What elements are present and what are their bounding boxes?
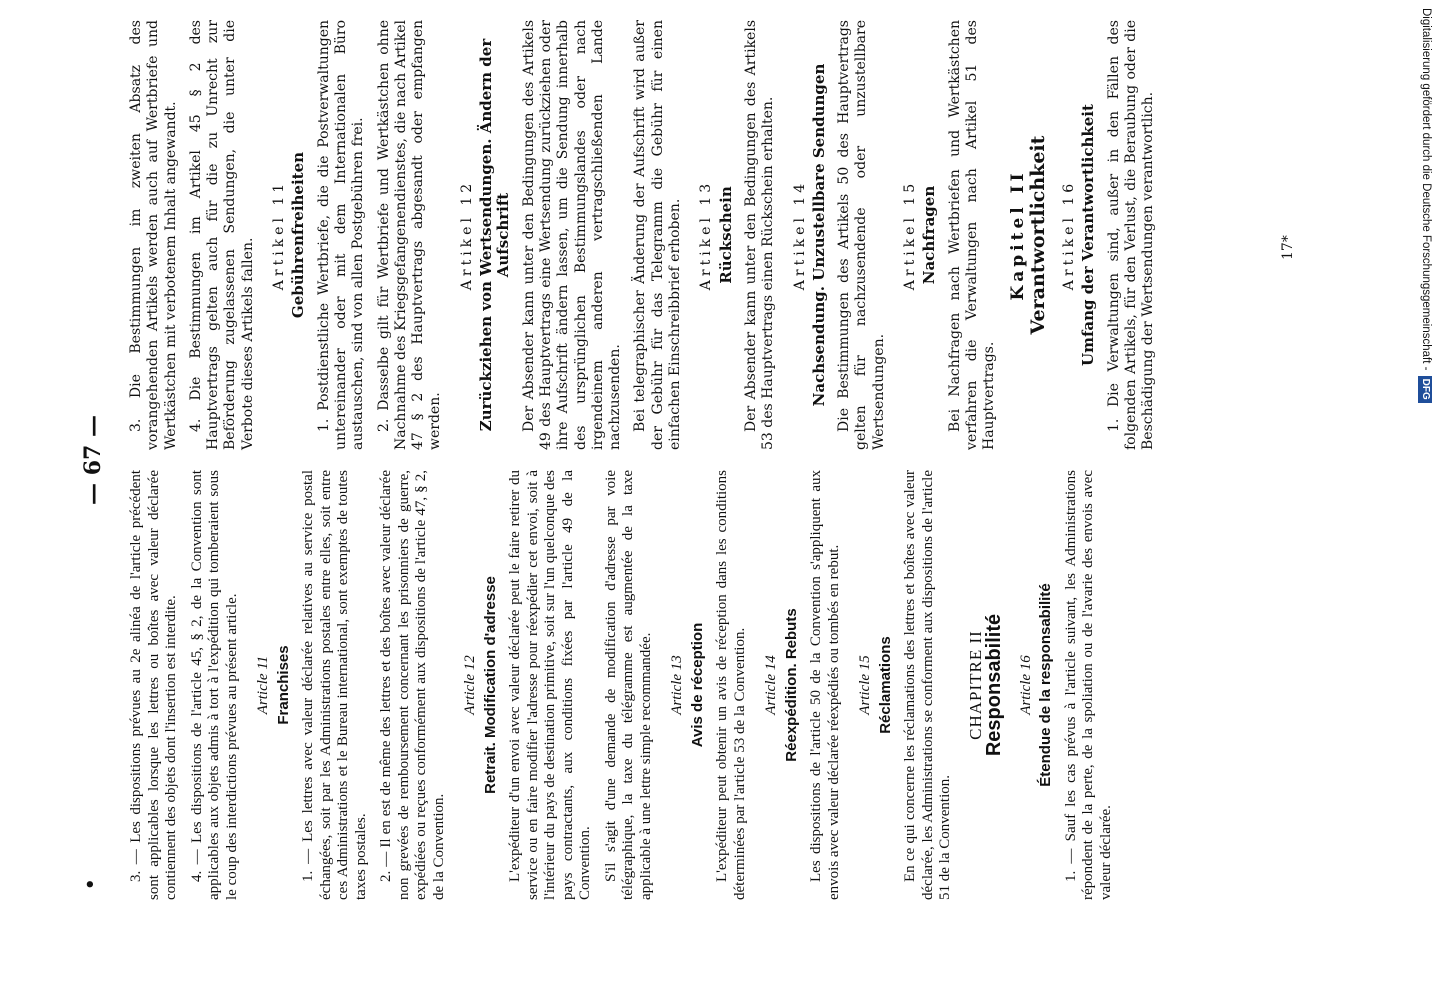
- dfg-notice: [1415, 8, 1434, 988]
- fr-article-heading: Article 11: [255, 655, 271, 715]
- de-paragraph: Der Absender kann unter den Bedingungen des Artikels 53 des Hauptvertrags einen Rückschein erhalten.: [742, 20, 777, 450]
- de-paragraph: 4. Die Bestimmungen im Artikel 45 § 2 des Hauptvertrags gelten auch für die zu Unrecht zur Beförderung zugelassenen Sendungen, die unter die Verbote dieses Artikels fallen.: [187, 20, 256, 450]
- de-chapter-title: Verantwortlichkeit: [1026, 135, 1049, 335]
- de-chapter-heading: Kapitel II: [1008, 169, 1029, 301]
- de-article-title: Nachfragen: [920, 185, 939, 285]
- fr-paragraph: L'expéditeur peut obtenir un avis de réception dans les conditions déterminées par l'article 53 de la Convention.: [714, 470, 748, 900]
- de-article-title: Umfang der Verantwortlichkeit: [1079, 104, 1098, 366]
- fr-paragraph: 1. — Sauf les cas prévus à l'article suivant, les Administrations répondent de la perte, de la spoliation ou de l'avarie des envois avec valeur déclarée.: [1062, 470, 1114, 900]
- page-number: — 67 —: [80, 415, 106, 505]
- de-paragraph: 1. Postdienstliche Wertbriefe, die die Postverwaltungen untereinander oder mit dem Internationalen Büro austauschen, sind von allen Postgebühren frei.: [315, 20, 367, 450]
- fr-paragraph: S'il s'agit d'une demande de modification d'adresse par voie télégraphique, la taxe du télégramme est augmentée de la taxe applicable à une lettre simple recommandée.: [602, 470, 654, 900]
- fr-paragraph: En ce qui concerne les réclamations des lettres et boîtes avec valeur déclarée, les Administrations se conforment aux dispositions de l'article 51 de la Convention.: [902, 470, 953, 900]
- fr-article-heading: Article 16: [1017, 655, 1034, 715]
- fr-article-title: Réexpédition. Rebuts: [782, 608, 800, 762]
- fr-article-heading: Article 15: [857, 655, 873, 715]
- de-paragraph: Bei Nachfragen nach Wertbriefen und Wertkästchen verfahren die Verwaltungen nach Artikel 51 des Hauptvertrags.: [946, 20, 998, 450]
- page-header: [80, 0, 120, 920]
- de-paragraph: Der Absender kann unter den Bedingungen des Artikels 49 des Hauptvertrags eine Wertsendung zurückziehen oder ihre Aufschrift ändern lassen, um die Sendung innerhalb des ursprünglichen Bestimmungslandes oder nach irgendeinem anderen vertragschließenden Lande nachzusenden.: [520, 20, 624, 450]
- fr-article-title: Avis de réception: [688, 622, 706, 748]
- french-column: [128, 470, 1123, 900]
- fr-chapter-title: Responsabilité: [983, 613, 1005, 757]
- fr-article-title: Franchises: [274, 645, 292, 725]
- fr-article-heading: Article 14: [763, 655, 779, 715]
- dfg-logo: DFG: [1418, 376, 1432, 403]
- dfg-notice-text: Digitalisierung gefördert durch die Deutsche Forschungsgemeinschaft -: [1420, 8, 1432, 371]
- fr-article-heading: Article 13: [669, 655, 685, 715]
- page-body: [80, 0, 1320, 920]
- fr-paragraph: 2. — Il en est de même des lettres et des boîtes avec valeur déclarée non grevées de remboursement concernant les prisonniers de guerre, expédiées ou reçues conformément aux dispositions de l'article 47, § 2, de la Convention.: [378, 470, 447, 900]
- de-article-heading: Artikel 13: [698, 179, 715, 291]
- fr-article-heading: Article 12: [462, 655, 478, 715]
- de-paragraph: 2. Dasselbe gilt für Wertbriefe und Wertkästchen ohne Nachnahme des Kriegsgefangenendienstes, die nach Artikel 47 § 2 des Hauptvertrags abgesandt oder empfangen werden.: [375, 20, 444, 450]
- de-article-title: Gebührenfreiheiten: [289, 151, 308, 319]
- fr-article-title: Retrait. Modification d'adresse: [481, 576, 499, 794]
- fr-chapter-heading: CHAPITRE II: [965, 630, 985, 740]
- german-column: [128, 20, 1166, 450]
- de-paragraph: Die Bestimmungen des Artikels 50 des Hauptvertrags gelten für nachzusendende oder unzustellbare Wertsendungen.: [836, 20, 887, 450]
- scan-dot: •: [80, 878, 101, 890]
- de-article-heading: Artikel 15: [901, 179, 918, 291]
- de-article-heading: Artikel 16: [1061, 179, 1078, 291]
- de-article-title: Nachsendung. Unzustellbare Sendungen: [809, 63, 828, 407]
- fr-paragraph: 4. — Les dispositions de l'article 45, § 2, de la Convention sont applicables aux objets admis à tort à l'expédition qui tomberaient sous le coup des interdictions prévues au présent article.: [188, 470, 240, 900]
- fr-paragraph: L'expéditeur d'un envoi avec valeur déclarée peut le faire retirer du service ou en faire modifier l'adresse pour réexpédier cet envoi, soit à l'intérieur du pays de destination primitive, soit sur l'un quelconque des pays contractants, aux conditions fixées par l'article 49 de la Convention.: [507, 470, 593, 900]
- fr-paragraph: 1. — Les lettres avec valeur déclarée relatives au service postal échangées, soit par les Administrations postales entre elles, soit entre ces Administrations et le Bureau international, sont exemptes de toutes taxes postales.: [300, 470, 369, 900]
- de-paragraph: 3. Die Bestimmungen im zweiten Absatz des vorangehenden Artikels werden auch auf Wertbriefe und Wertkästchen mit verbotenem Inhalt angewandt.: [128, 20, 179, 450]
- de-paragraph: Bei telegraphischer Änderung der Aufschrift wird außer der Gebühr für das Telegramm die Gebühr für einen einfachen Einschreibbrief erhoben.: [632, 20, 684, 450]
- fr-article-title: Étendue de la responsabilité: [1037, 583, 1054, 787]
- de-article-heading: Artikel 14: [791, 179, 808, 291]
- de-paragraph: 1. Die Verwaltungen sind, außer in den Fällen des folgenden Artikels, für den Verlust, die Beraubung oder die Beschädigung der Wertsendungen verantwortlich.: [1105, 20, 1157, 450]
- fr-paragraph: 3. — Les dispositions prévues au 2e alinéa de l'article précédent sont applicables lorsque les lettres ou boîtes avec valeur déclarée contiennent des objets dont l'insertion est interdite.: [128, 470, 179, 900]
- dfg-notice-strip: [1415, 8, 1434, 988]
- de-article-heading: Artikel 12: [458, 179, 475, 291]
- signature-mark: 17*: [1280, 235, 1296, 260]
- fr-paragraph: Les dispositions de l'article 50 de la Convention s'appliquent aux envois avec valeur déclarée réexpédiés ou tombés en rebut.: [808, 470, 842, 900]
- rotated-page: [80, 0, 1320, 920]
- fr-article-title: Réclamations: [876, 636, 894, 734]
- de-article-title: Rückschein: [716, 186, 735, 284]
- de-article-heading: Artikel 11: [271, 179, 288, 291]
- de-article-title: Zurückziehen von Wertsendungen. Ändern der Aufschrift: [477, 38, 513, 432]
